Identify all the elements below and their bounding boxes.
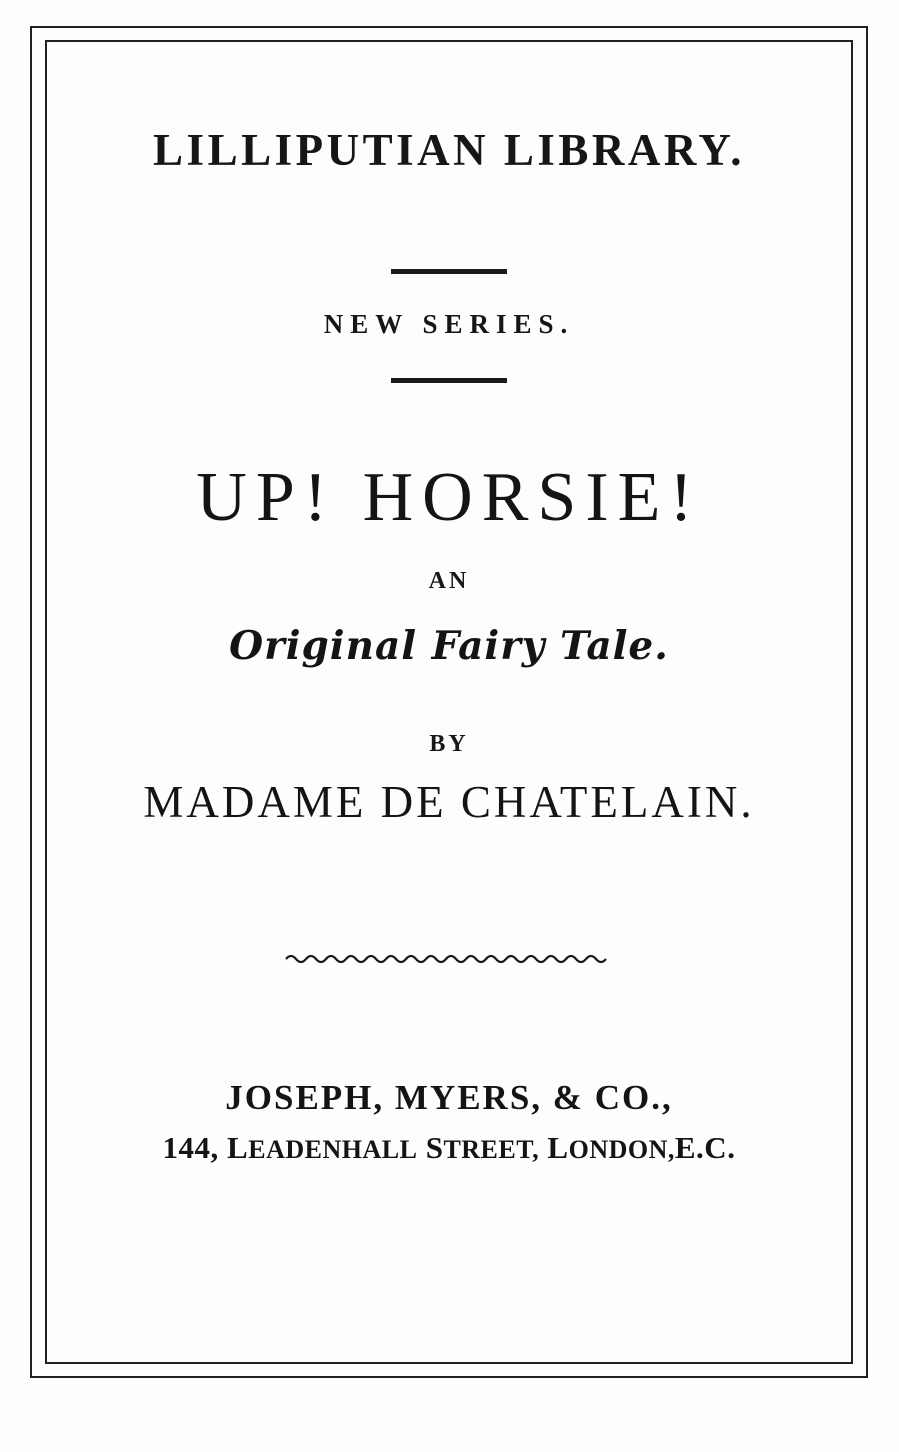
rule-ornament-bottom [391,378,507,383]
book-title: UP! HORSIE! [196,459,702,536]
address-postcode: E.C. [674,1129,736,1165]
address-street-initial: L [227,1129,249,1165]
address-city-initial: L [547,1129,569,1165]
author-name: MADAME DE CHATELAIN. [143,776,755,827]
address-street-type-initial: S [425,1129,444,1165]
series-title: LILLIPUTIAN LIBRARY. [153,125,745,175]
publisher-address [60,1130,838,1166]
address-street-type-body: TREET, [443,1134,540,1164]
book-subtitle: Original Fairy Tale. [229,622,669,669]
new-series-label: NEW SERIES. [323,309,575,339]
address-street-body: EADENHALL [248,1134,418,1164]
publisher-name: JOSEPH, MYERS, & CO., [225,1077,673,1117]
title-page-content [60,55,838,1349]
by-label: BY [429,730,469,757]
address-number: 144, [162,1129,219,1165]
address-city-body: ONDON, [568,1134,675,1164]
rule-ornament-top [391,269,507,274]
an-label: AN [428,567,470,594]
wavy-rule-icon [284,950,614,966]
